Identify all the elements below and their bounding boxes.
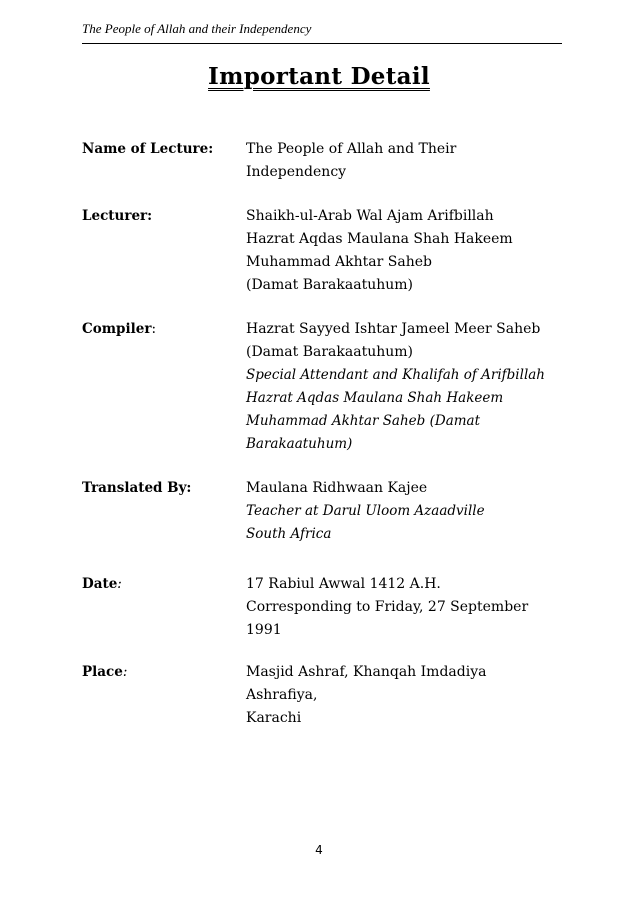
detail-label-date	[82, 573, 246, 596]
detail-line: The People of Allah and Their	[246, 141, 457, 157]
running-header: The People of Allah and their Independency	[82, 20, 562, 44]
detail-label-lecture: Name of Lecture:	[82, 141, 214, 157]
detail-line-italic: Teacher at Darul Uloom Azaadville	[246, 503, 485, 519]
detail-line-italic: Special Attendant and Khalifah of Arifbillah	[246, 367, 546, 383]
detail-row-place	[82, 661, 562, 730]
detail-label-colon: :	[122, 664, 128, 680]
detail-value-compiler	[246, 318, 562, 456]
detail-line: Maulana Ridhwaan Kajee	[246, 480, 428, 496]
detail-label-colon: :	[151, 321, 156, 337]
detail-label-lecturer: Lecturer:	[82, 208, 153, 224]
detail-value-date	[246, 573, 562, 642]
detail-row-lecturer	[82, 205, 562, 297]
detail-value-place	[246, 661, 562, 730]
detail-value-lecture	[246, 138, 562, 184]
detail-line-italic: South Africa	[246, 526, 332, 542]
page-title	[0, 60, 638, 96]
detail-label-text: Compiler	[82, 321, 152, 337]
detail-row-lecture	[82, 138, 562, 184]
detail-label-translated-by: Translated By:	[82, 480, 192, 496]
detail-label-compiler	[82, 318, 246, 341]
page-title-text: Important Detail	[208, 63, 430, 90]
detail-value-lecturer	[246, 205, 562, 297]
detail-line: Independency	[246, 164, 347, 180]
detail-label-text: Place	[82, 664, 123, 680]
detail-row-compiler	[82, 318, 562, 456]
detail-line: 1991	[246, 622, 282, 638]
detail-line: Karachi	[246, 710, 302, 726]
detail-line: 17 Rabiul Awwal 1412 A.H.	[246, 576, 441, 592]
detail-line: Shaikh-ul-Arab Wal Ajam Arifbillah	[246, 208, 494, 224]
detail-line: Hazrat Sayyed Ishtar Jameel Meer Saheb	[246, 321, 541, 337]
detail-line: (Damat Barakaatuhum)	[246, 277, 413, 293]
detail-line: Masjid Ashraf, Khanqah Imdadiya	[246, 664, 487, 680]
detail-line-italic: Muhammad Akhtar Saheb (Damat	[246, 413, 481, 429]
detail-value-translated-by	[246, 477, 562, 546]
detail-line: Corresponding to Friday, 27 September	[246, 599, 529, 615]
page-number: 4	[315, 843, 323, 857]
detail-line: Muhammad Akhtar Saheb	[246, 254, 432, 270]
detail-line: (Damat Barakaatuhum)	[246, 344, 413, 360]
detail-row-date	[82, 573, 562, 642]
detail-label-colon: :	[117, 576, 122, 592]
detail-line-italic: Barakaatuhum)	[246, 436, 353, 452]
detail-label-text: Date	[82, 576, 118, 592]
details-list	[82, 138, 562, 730]
detail-line-italic: Hazrat Aqdas Maulana Shah Hakeem	[246, 390, 504, 406]
detail-row-translated-by	[82, 477, 562, 546]
detail-line: Ashrafiya,	[246, 687, 318, 703]
detail-label-place	[82, 661, 246, 684]
detail-line: Hazrat Aqdas Maulana Shah Hakeem	[246, 231, 513, 247]
